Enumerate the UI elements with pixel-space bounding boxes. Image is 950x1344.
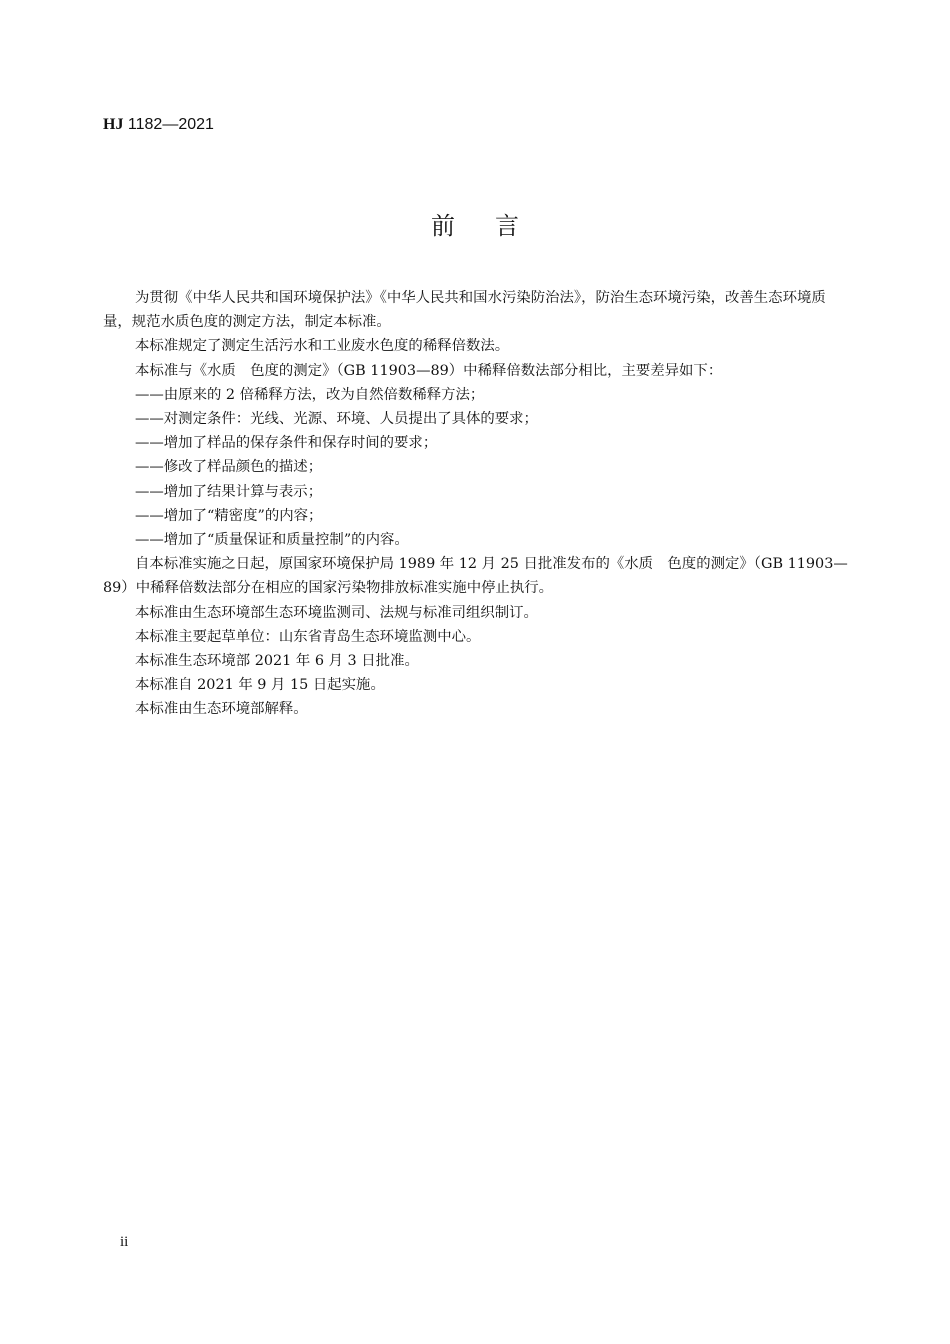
- paragraph-organizer: 本标准由生态环境部生态环境监测司、法规与标准司组织制订。: [135, 604, 538, 621]
- page-number: ii: [120, 1234, 129, 1250]
- paragraph-comparison: 本标准与《水质 色度的测定》（GB 11903—89）中稀释倍数法部分相比，主要差异如下：: [135, 362, 723, 379]
- paragraph-drafter: 本标准主要起草单位：山东省青岛生态环境监测中心。: [135, 628, 481, 645]
- list-item: ——增加了样品的保存条件和保存时间的要求；: [135, 435, 438, 452]
- document-code: [103, 116, 214, 134]
- paragraph-scope: 本标准规定了测定生活污水和工业废水色度的稀释倍数法。: [135, 338, 510, 355]
- list-item: ——修改了样品颜色的描述；: [135, 459, 323, 476]
- standard-number: 1182—2021: [127, 116, 214, 133]
- paragraph-interpretation: 本标准由生态环境部解释。: [135, 701, 308, 718]
- page-title: 前言: [431, 212, 559, 240]
- list-item: ——增加了“精密度”的内容；: [135, 507, 323, 524]
- list-item: ——对测定条件：光线、光源、环境、人员提出了具体的要求；: [135, 411, 538, 428]
- paragraph-purpose: 为贯彻《中华人民共和国环境保护法》《中华人民共和国水污染防治法》，防治生态环境污染，改善生态环境质量，规范水质色度的测定方法，制定本标准。: [103, 290, 826, 331]
- list-item: ——由原来的 2 倍稀释方法，改为自然倍数稀释方法；: [135, 386, 485, 403]
- paragraph-approval: 本标准生态环境部 2021 年 6 月 3 日批准。: [135, 653, 419, 670]
- list-item: ——增加了结果计算与表示；: [135, 483, 323, 500]
- standard-prefix: HJ: [103, 116, 124, 133]
- paragraph-effective-date: 本标准自 2021 年 9 月 15 日起实施。: [135, 677, 385, 694]
- list-item: ——增加了“质量保证和质量控制”的内容。: [135, 532, 409, 549]
- paragraph-supersession: 自本标准实施之日起，原国家环境保护局 1989 年 12 月 25 日批准发布的《水质 色度的测定》（GB 11903—89）中稀释倍数法部分在相应的国家污染物排放标准实施中停止执行。: [103, 556, 848, 597]
- foreword-body: [103, 286, 851, 722]
